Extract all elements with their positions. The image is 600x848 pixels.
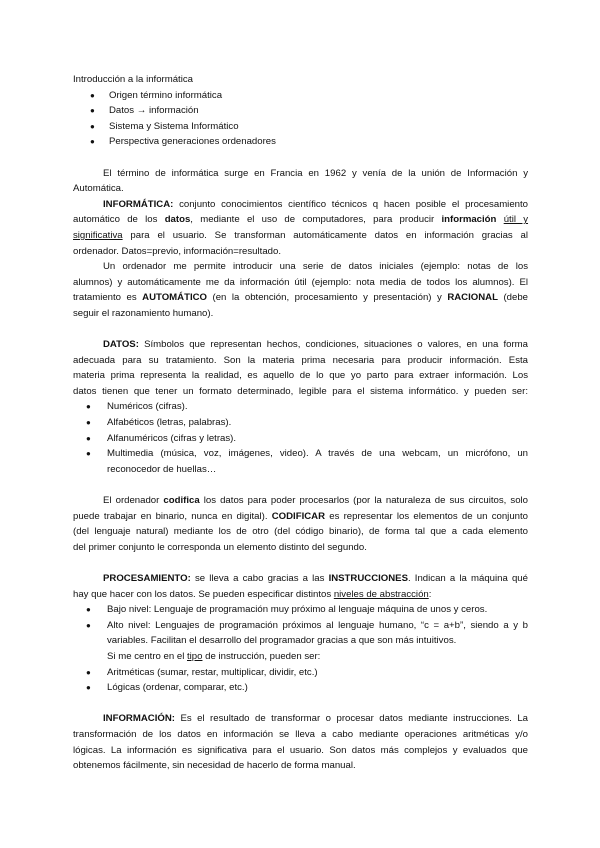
paragraph-line: DATOS: Símbolos que representan hechos, condiciones, situaciones o valores, en una forma: [103, 339, 528, 351]
list-item-continuation: reconocedor de huellas…: [107, 463, 217, 475]
paragraph-line: (del lenguaje natural) mediante los de otro (del código binario), de forma tal que a cada elemento: [73, 526, 528, 538]
toc-item: ● Datos → información: [73, 103, 528, 119]
codifica-section: [73, 493, 528, 555]
list-item-continuation: variables. Facilitan el desarrollo del programador gracias a que son más intuitivos.: [107, 635, 457, 647]
list-item: ● Numéricos (cifras).: [73, 399, 528, 415]
bullet-icon: ●: [86, 449, 91, 459]
list-item: ● Alfanuméricos (cifras y letras).: [73, 431, 528, 447]
toc-item: ● Origen término informática: [73, 88, 528, 104]
bullet-icon: ●: [90, 137, 95, 147]
document-page: [73, 72, 528, 774]
toc-item: ● Perspectiva generaciones ordenadores: [73, 134, 528, 150]
paragraph-line: obtenemos fácilmente, sin necesidad de hacerlo de forma manual.: [73, 760, 356, 772]
list-item: ● Alto nivel: Lenguajes de programación próximos al lenguaje humano, “c = a+b”, siendo a y b: [73, 618, 528, 634]
paragraph-line: del primer conjunto le corresponda un elemento distinto del segundo.: [73, 541, 367, 553]
paragraph-line: Si me centro en el tipo de instrucción, pueden ser:: [107, 650, 321, 662]
toc-item: ● Sistema y Sistema Informático: [73, 119, 528, 135]
paragraph-line: El término de informática surge en Francia en 1962 y venía de la unión de Información y: [103, 167, 528, 179]
list-item: ● Lógicas (ordenar, comparar, etc.): [73, 680, 528, 696]
intro-section: [73, 72, 528, 150]
paragraph-line: transformación de los datos en información se lleva a cabo mediante operaciones aritméticas y/o: [73, 728, 528, 740]
paragraph-line: seguir el razonamiento humano).: [73, 307, 214, 319]
list-item: ● Alfabéticos (letras, palabras).: [73, 415, 528, 431]
paragraph-line: Un ordenador me permite introducir una serie de datos iniciales (ejemplo: notas de los: [103, 261, 528, 273]
paragraph-line: Automática.: [73, 183, 124, 195]
paragraph-line: INFORMACIÓN: Es el resultado de transformar o procesar datos mediante instrucciones. La: [103, 713, 528, 725]
paragraph-line: tratamiento es AUTOMÁTICO (en la obtención, procesamiento y presentación) y RACIONAL (debe: [73, 292, 529, 304]
paragraph-line: PROCESAMIENTO: se lleva a cabo gracias a las INSTRUCCIONES. Indican a la máquina qué: [103, 573, 528, 584]
paragraph-line: lógicas. La información es significativa para el usuario. Son datos más complejos y evaluados que: [73, 744, 528, 756]
paragraph-line: significativa para el usuario. Se transforman automáticamente datos en información gracias al: [73, 229, 529, 241]
bullet-icon: ●: [90, 106, 95, 116]
paragraph-line: hay que hacer con los datos. Se pueden especificar distintos niveles de abstracción:: [73, 588, 432, 600]
datos-section: [73, 337, 528, 477]
document-title: Introducción a la informática: [73, 74, 193, 85]
procesamiento-section: [73, 571, 528, 696]
paragraph-line: puede trabajar en binario, nunca en digital). CODIFICAR es representar los elementos de un conjunto: [73, 510, 528, 522]
paragraph-line: datos tienen que tener un formato determinado, legible para el sistema informático. y pueden ser:: [73, 385, 528, 397]
bullet-icon: ●: [90, 90, 95, 100]
term-datos: DATOS:: [103, 339, 139, 351]
list-item: ● Multimedia (música, voz, imágenes, video). A través de una webcam, un micrófono, un: [73, 446, 528, 462]
bullet-icon: ●: [90, 121, 95, 131]
term-informatica: INFORMÁTICA:: [103, 198, 174, 210]
bullet-icon: ●: [86, 433, 91, 443]
bullet-icon: ●: [86, 667, 91, 677]
paragraph-line: INFORMÁTICA: conjunto conocimientos científico técnicos q hacen posible el procesamiento: [103, 198, 528, 210]
paragraph-line: materia prima representa la realidad, es aquello de lo que yo parto para extraer información. Los: [73, 370, 528, 382]
list-item: ● Bajo nivel: Lenguaje de programación muy próximo al lenguaje máquina de unos y ceros.: [73, 602, 528, 618]
list-item: ● Aritméticas (sumar, restar, multiplicar, dividir, etc.): [73, 665, 528, 681]
paragraph-line: El ordenador codifica los datos para poder procesarlos (por la naturaleza de sus circuitos, solo: [103, 495, 528, 507]
paragraph-line: adecuada para su tratamiento. Son la materia prima necesaria para producir información. Esta: [73, 354, 528, 366]
term-procesamiento: PROCESAMIENTO:: [103, 573, 191, 584]
bullet-icon: ●: [86, 683, 91, 693]
paragraph-line: automático de los datos, mediante el uso de computadores, para producir información útil y: [73, 214, 529, 226]
bullet-icon: ●: [86, 605, 91, 615]
paragraph-line: alumnos) y automáticamente me da información útil (ejemplo: nota media de todos los alumnos). El: [73, 276, 528, 288]
bullet-icon: ●: [86, 620, 91, 630]
paragraph-line: ordenador. Datos=previo, información=resultado.: [73, 245, 281, 257]
informacion-section: [73, 711, 528, 773]
origin-section: [73, 166, 528, 322]
bullet-icon: ●: [86, 402, 91, 412]
term-informacion: INFORMACIÓN:: [103, 713, 175, 725]
bullet-icon: ●: [86, 418, 91, 428]
